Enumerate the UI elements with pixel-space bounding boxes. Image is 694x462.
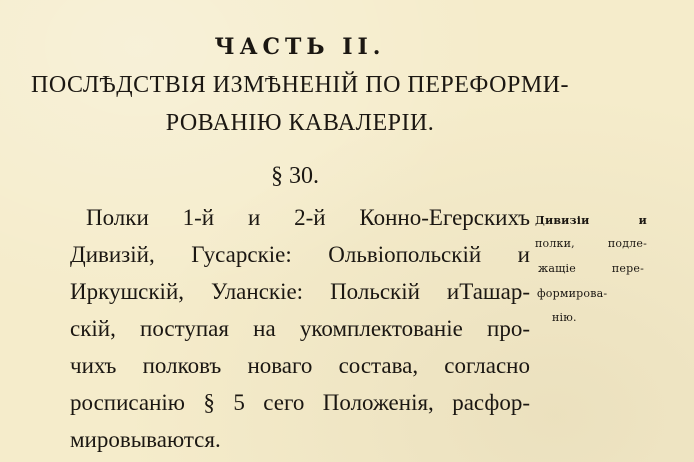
margin-note-line: жащіе пере-	[538, 262, 644, 275]
body-text-line: чихъ полковъ новаго состава, согласно	[70, 353, 530, 378]
body-text-line: скій, поступая на укомплектованіе про-	[70, 316, 530, 341]
body-text-line: Дивизій, Гусарскіе: Ольвіопольскій и	[70, 242, 530, 267]
body-text-line: Полки 1-й и 2-й Конно-Егерскихъ	[86, 205, 530, 230]
chapter-heading-line-1: ПОСЛѢДСТВІЯ ИЗМѢНЕНІЙ ПО ПЕРЕФОРМИ-	[31, 72, 569, 98]
part-title: ЧАСТЬ II.	[214, 34, 386, 60]
margin-note-line: полки, подле-	[535, 237, 647, 250]
body-text-line: росписанію § 5 сего Положенія, расфор-	[70, 390, 530, 415]
margin-note-line: нію.	[552, 311, 577, 324]
body-text-line: мировываются.	[70, 427, 221, 452]
chapter-heading-line-2: РОВАНІЮ КАВАЛЕРІИ.	[165, 110, 435, 136]
margin-note-line: Дивизіи и	[535, 214, 647, 227]
margin-note-line: формирова-	[537, 287, 608, 300]
section-number: § 30.	[271, 163, 319, 189]
body-text-line: Иркушскій, Уланскіе: Польскій иТашар-	[70, 279, 530, 304]
